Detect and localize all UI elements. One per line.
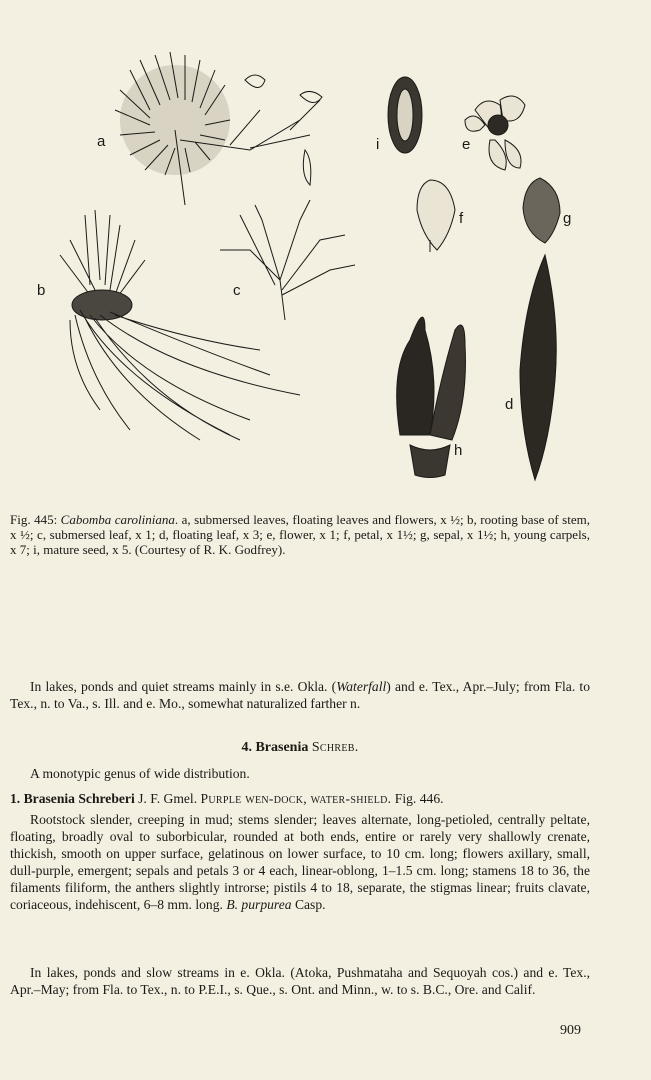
panel-f-drawing <box>417 180 455 252</box>
genus-name: 4. Brasenia <box>241 740 309 755</box>
panel-label-a: a <box>97 133 106 150</box>
cabomba-distribution <box>10 678 590 712</box>
panel-label-h: h <box>454 442 463 459</box>
page-number: 909 <box>560 1023 581 1038</box>
panel-b-drawing <box>60 210 300 440</box>
species-author: J. F. Gmel. <box>138 791 198 806</box>
panel-c-drawing <box>220 200 355 320</box>
collector-name: Waterfall <box>336 679 387 694</box>
figure-caption <box>10 512 590 557</box>
distribution-text: In lakes, ponds and quiet streams mainly in s.e. Okla. ( <box>30 679 337 694</box>
panel-label-f: f <box>459 210 464 227</box>
figure-species-name: Cabomba caroliniana <box>60 512 175 527</box>
illustration-drawing <box>0 0 651 505</box>
species-description <box>10 811 590 913</box>
panel-g-drawing <box>523 178 560 243</box>
panel-label-e: e <box>462 136 471 153</box>
panel-label-g: g <box>563 210 572 227</box>
figure-caption-text: . a, submersed leaves, floating leaves and flowers, x ½; b, rooting base of stem, x ½; c, submersed leaf, x 1; d, floating leaf, x 3; e, flower, x 1; f, petal, x 1½; g, sepal, x 1½; h, young carpels, x 7; i, mature seed, x 5. (Courtesy of R. K. Godfrey). <box>10 512 590 557</box>
synonym-author: Casp. <box>294 897 326 912</box>
species-heading <box>10 790 590 807</box>
species-name: 1. Brasenia Schreberi <box>10 791 135 806</box>
panel-label-c: c <box>233 282 241 299</box>
description-text: Rootstock slender, creeping in mud; stems slender; leaves alternate, long-petioled, centrally peltate, floating, broadly oval to suborbicular, rounded at both ends, entire or rarely very shallowly crenate, thickish, smooth on upper surface, gelatinous on lower surface, to 10 cm. long; flowers axillary, small, dull-purple, emergent; sepals and petals 3 or 4 each, linear-oblong, 1–1.5 cm. long; stamens 18 to 36, the filaments filiform, the anthers slightly introrse; pistils 4 to 18, separate, the stigmas linear; fruits clavate, coriaceous, indehiscent, 6–8 mm. long. <box>10 812 590 912</box>
panel-label-b: b <box>37 282 46 299</box>
figure-number: Fig. 445: <box>10 512 58 527</box>
species-distribution: In lakes, ponds and slow streams in e. Okla. (Atoka, Pushmataha and Sequoyah cos.) and e. Tex., Apr.–May; from Fla. to Tex., n. to P.E.I., s. Que., s. Ont. and Minn., w. to s. B.C., Ore. and Calif. <box>10 965 590 997</box>
panel-e-drawing <box>465 96 525 170</box>
synonym-name: B. purpurea <box>226 897 292 912</box>
genus-heading <box>0 740 600 756</box>
panel-i-drawing <box>388 77 422 153</box>
panel-label-i: i <box>376 136 380 153</box>
genus-author: Schreb. <box>311 740 359 755</box>
panel-label-d: d <box>505 396 514 413</box>
distribution-text-cont: ) and e. Tex., Apr.–July; from Fla. to Tex., n. to Va., s. Ill. and e. Mo., somewhat naturalized farther n. <box>10 679 590 711</box>
panel-a-drawing <box>115 52 322 205</box>
figure-reference: Fig. 446. <box>394 791 444 806</box>
common-name: Purple wen-dock, water-shield. <box>200 791 392 806</box>
panel-d-drawing <box>520 255 556 480</box>
genus-description: A monotypic genus of wide distribution. <box>30 766 250 781</box>
botanical-illustration <box>0 0 651 505</box>
